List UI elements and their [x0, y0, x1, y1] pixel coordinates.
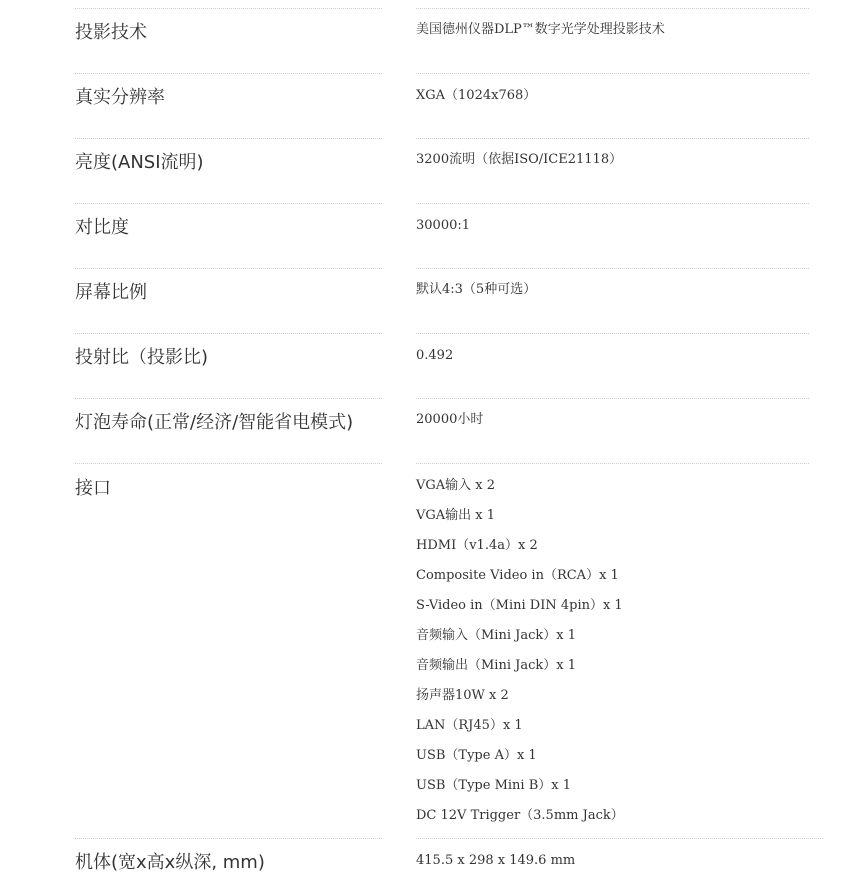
row-divider — [75, 333, 382, 334]
spec-label-contrast: 对比度 — [75, 217, 129, 238]
spec-value-line: 扬声器10W x 2 — [416, 688, 509, 703]
spec-label-resolution: 真实分辨率 — [75, 87, 165, 108]
row-divider — [416, 838, 823, 839]
spec-label-projection-tech: 投影技术 — [75, 22, 147, 43]
row-divider — [416, 138, 809, 139]
row-divider — [75, 838, 382, 839]
spec-value-contrast — [416, 211, 470, 241]
row-divider — [75, 268, 382, 269]
row-divider — [75, 73, 382, 74]
spec-value-line: VGA输入 x 2 — [416, 478, 496, 493]
spec-value-line: 默认4:3（5种可选） — [416, 282, 537, 297]
row-divider — [75, 8, 382, 9]
spec-value-line: 3200流明（依据ISO/ICE21118） — [416, 152, 623, 167]
spec-value-brightness — [416, 145, 622, 175]
spec-value-line: 415.5 x 298 x 149.6 mm — [416, 853, 576, 868]
spec-value-line: 0.492 — [416, 348, 454, 363]
spec-value-throw-ratio — [416, 341, 453, 371]
spec-value-dimensions — [416, 846, 575, 876]
row-divider — [416, 398, 809, 399]
row-divider — [416, 73, 809, 74]
spec-value-line: S-Video in（Mini DIN 4pin）x 1 — [416, 598, 623, 613]
row-divider — [75, 398, 382, 399]
spec-value-line: HDMI（v1.4a）x 2 — [416, 538, 538, 553]
spec-value-projection-tech — [416, 15, 665, 45]
spec-value-resolution — [416, 81, 536, 111]
spec-label-lamp-life: 灯泡寿命(正常/经济/智能省电模式) — [75, 412, 354, 433]
spec-label-aspect-ratio: 屏幕比例 — [75, 282, 147, 303]
row-divider — [75, 138, 382, 139]
spec-value-line: 音频输出（Mini Jack）x 1 — [416, 658, 576, 673]
spec-value-line: DC 12V Trigger（3.5mm Jack） — [416, 808, 624, 823]
spec-value-line: Composite Video in（RCA）x 1 — [416, 568, 619, 583]
spec-value-line: USB（Type A）x 1 — [416, 748, 537, 763]
spec-value-line: VGA输出 x 1 — [416, 508, 496, 523]
spec-value-line: 音频输入（Mini Jack）x 1 — [416, 628, 576, 643]
row-divider — [416, 463, 809, 464]
spec-value-line: XGA（1024x768） — [416, 88, 537, 103]
spec-value-aspect-ratio — [416, 275, 536, 305]
row-divider — [416, 333, 809, 334]
row-divider — [75, 463, 382, 464]
row-divider — [416, 203, 809, 204]
spec-value-line: 20000小时 — [416, 412, 484, 427]
row-divider — [416, 8, 809, 9]
spec-value-line: 30000:1 — [416, 218, 471, 233]
spec-value-line: USB（Type Mini B）x 1 — [416, 778, 571, 793]
spec-value-line: 美国德州仪器DLP™数字光学处理投影技术 — [416, 22, 665, 37]
spec-label-throw-ratio: 投射比（投影比) — [75, 347, 209, 368]
spec-label-interfaces: 接口 — [75, 478, 111, 499]
spec-value-interfaces — [416, 471, 624, 831]
row-divider — [75, 203, 382, 204]
spec-value-line: LAN（RJ45）x 1 — [416, 718, 523, 733]
row-divider — [416, 268, 809, 269]
spec-label-dimensions: 机体(宽x高x纵深, mm) — [75, 852, 265, 873]
spec-label-brightness: 亮度(ANSI流明) — [75, 152, 204, 173]
spec-value-lamp-life — [416, 405, 483, 435]
